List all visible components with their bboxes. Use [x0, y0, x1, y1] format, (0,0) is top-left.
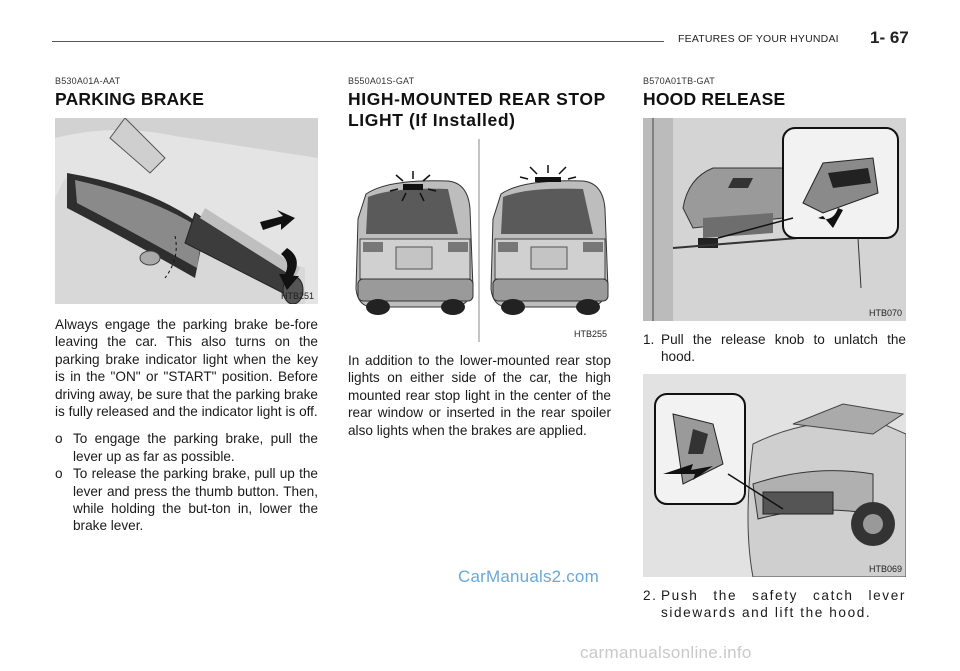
section-code: B570A01TB-GAT — [643, 76, 715, 86]
list-item — [55, 465, 318, 535]
list-item — [643, 587, 906, 622]
page-number: 1- 67 — [870, 28, 909, 47]
parking-brake-paragraph: Always engage the parking brake be-fore leaving the car. This also turns on the parking brake indicator light when the key is in the "ON" or "START" position. Before driving away, be sure that the parking brake is fully released and the indicator light is off. — [55, 317, 318, 420]
parking-brake-bullets — [55, 430, 318, 534]
list-item — [55, 430, 318, 465]
watermark-carmanuals2: CarManuals2.com — [458, 567, 599, 586]
figure-label: HTB069 — [868, 563, 902, 574]
rear-car-illustration — [348, 139, 611, 342]
bullet-text: To engage the parking brake, pull the lever up as far as possible. — [73, 431, 318, 464]
stop-light-paragraph: In addition to the lower-mounted rear stop lights on either side of the car, the high mounted rear stop light in the center of the rear window or inserted in the rear spoiler also lights when the brakes are applied. — [348, 353, 611, 438]
parking-brake-illustration — [55, 118, 318, 304]
section-parking-brake — [55, 76, 318, 535]
figure-label: HTB255 — [573, 329, 607, 339]
bullet-text: To release the parking brake, pull up the lever and press the thumb button. Then, while holding the but-ton in, lower the brake lever. — [73, 466, 318, 534]
bullet-mark: o — [55, 431, 63, 447]
hood-release-steps-2 — [643, 587, 906, 622]
figure-label: HTB070 — [868, 308, 902, 318]
hood-release-figure — [643, 118, 906, 321]
watermark-carmanualsonline: carmanualsonline.info — [580, 643, 752, 662]
hood-release-steps-1 — [643, 331, 906, 366]
section-title: HOOD RELEASE — [643, 89, 786, 109]
step-number: 2. — [643, 587, 658, 603]
section-title: HIGH-MOUNTED REAR STOP LIGHT (If Installed) — [348, 89, 606, 130]
header-rule — [52, 41, 664, 42]
step-text: Pull the release knob to unlatch the hood. — [661, 332, 906, 365]
step-text: Push the safety catch lever sidewards and lift the hood. — [661, 587, 906, 621]
running-header-title: FEATURES OF YOUR HYUNDAI — [678, 33, 839, 45]
stop-light-figure — [348, 139, 611, 342]
section-hood-release — [643, 76, 906, 622]
bullet-mark: o — [55, 466, 63, 482]
section-title: PARKING BRAKE — [55, 89, 205, 109]
section-code: B530A01A-AAT — [55, 76, 121, 86]
section-high-mounted-stop-light — [348, 76, 611, 439]
step-number: 1. — [643, 332, 655, 347]
figure-label: HTB251 — [280, 291, 314, 301]
list-item — [643, 331, 906, 366]
safety-catch-figure — [643, 374, 906, 577]
section-code: B550A01S-GAT — [348, 76, 415, 86]
hood-release-knob-illustration — [643, 118, 906, 321]
car-hood-illustration — [643, 374, 906, 577]
parking-brake-figure — [55, 118, 318, 304]
